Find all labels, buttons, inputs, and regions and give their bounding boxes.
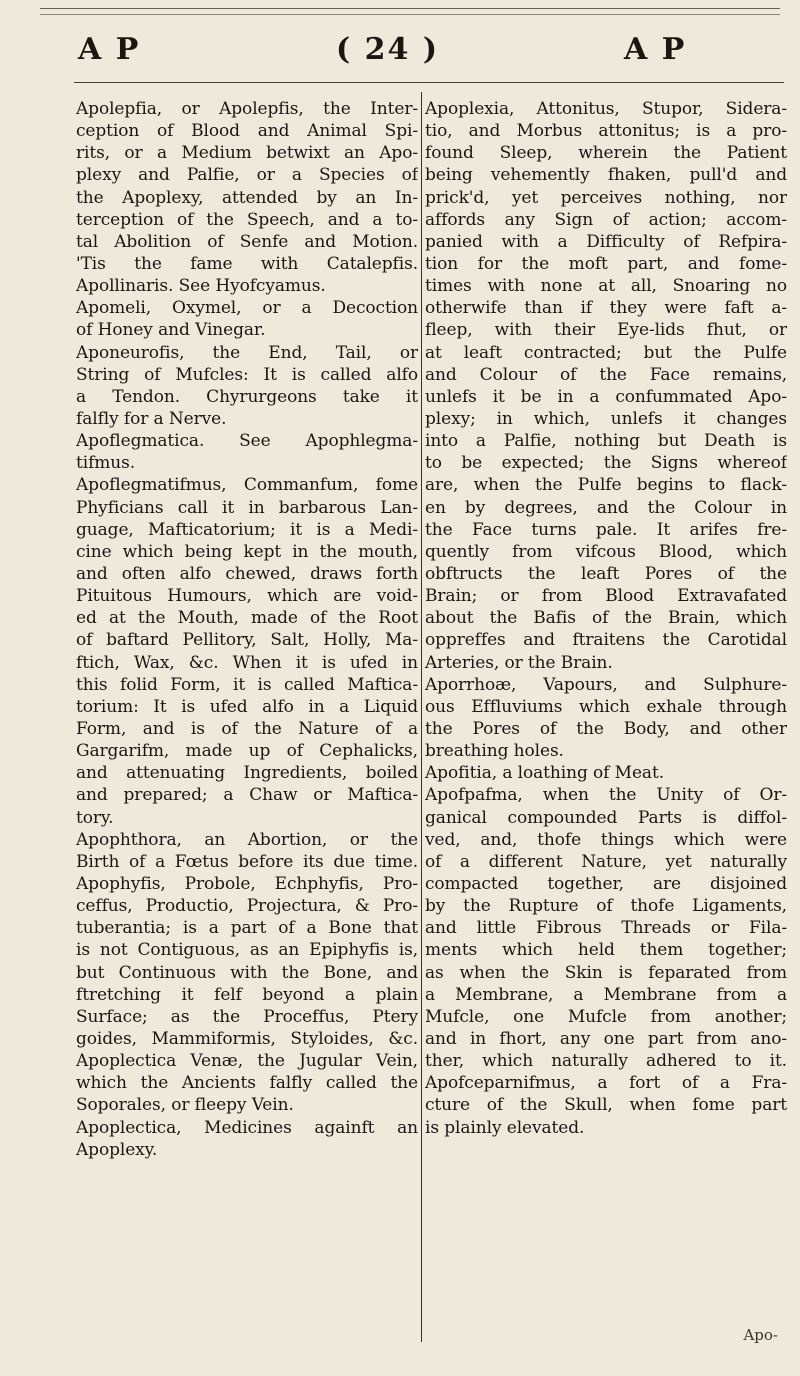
text-line: of baftard Pellitory, Salt, Holly, Ma- (76, 630, 418, 651)
text-line: ed at the Mouth, made of the Root (76, 608, 418, 629)
text-line: terception of the Speech, and a to- (76, 209, 418, 230)
text-line: being vehemently fhaken, pull'd and (425, 165, 787, 186)
text-line: 'Tis the fame with Catalepfis. (76, 253, 418, 274)
text-line: as when the Skin is feparated from (425, 962, 787, 983)
running-header (0, 32, 800, 80)
text-line: are, when the Pulfe begins to flack- (425, 475, 787, 496)
top-border-line (40, 8, 780, 15)
text-line: about the Bafis of the Brain, which (425, 608, 787, 629)
text-line: tio, and Morbus attonitus; is a pro- (425, 121, 787, 142)
text-line: times with none at all, Snoaring no (425, 276, 787, 297)
text-line: ception of Blood and Animal Spi- (76, 121, 418, 142)
text-line: the Apoplexy, attended by an In- (76, 187, 418, 208)
text-line: Apollinaris. See Hyofcyamus. (76, 276, 326, 297)
text-line: Gargarifm, made up of Cephalicks, (76, 741, 418, 762)
text-line: unlefs it be in a confummated Apo- (425, 386, 787, 407)
text-line: into a Palfie, nothing but Death is (425, 431, 787, 452)
text-line: and often alfo chewed, draws forth (76, 564, 418, 585)
text-line: ceffus, Productio, Projectura, & Pro- (76, 896, 418, 917)
text-line: panied with a Difficulty of Refpira- (425, 231, 787, 252)
text-line: Apoplectica Venæ, the Jugular Vein, (76, 1051, 418, 1072)
text-line: Apofpafma, when the Unity of Or- (425, 785, 787, 806)
text-line: quently from vifcous Blood, which (425, 541, 787, 562)
text-line: ganical compounded Parts is diffol- (425, 807, 787, 828)
text-line: Soporales, or fleepy Vein. (76, 1095, 294, 1116)
text-line: by the Rupture of thofe Ligaments, (425, 896, 787, 917)
text-line: String of Mufcles: It is called alfo (76, 364, 418, 385)
text-line: is plainly elevated. (425, 1117, 585, 1138)
header-rule (74, 82, 784, 83)
text-line: is not Contiguous, as an Epiphyfis is, (76, 940, 418, 961)
text-line: oppreffes and ftraitens the Carotidal (425, 630, 787, 651)
catchword: Apo- (743, 1326, 778, 1344)
text-line: Apomeli, Oxymel, or a Decoction (76, 298, 418, 319)
text-line: which the Ancients falfly called the (76, 1073, 418, 1094)
text-line: guage, Mafticatorium; it is a Medi- (76, 519, 418, 540)
text-line: Mufcle, one Mufcle from another; (425, 1006, 787, 1027)
text-line: Apophthora, an Abortion, or the (76, 829, 418, 850)
text-line: a Tendon. Chyrurgeons take it (76, 386, 418, 407)
text-line: ftretching it felf beyond a plain (76, 984, 418, 1005)
text-line: ments which held them together; (425, 940, 787, 961)
text-line: Surface; as the Proceffus, Ptery (76, 1006, 418, 1027)
text-line: Apoplexia, Attonitus, Stupor, Sidera- (425, 99, 787, 119)
text-line: Apofitia, a loathing of Meat. (425, 763, 665, 784)
text-line: falfly for a Nerve. (76, 409, 227, 429)
text-line: Phyficians call it in barbarous Lan- (76, 497, 418, 518)
text-line: obftructs the leaft Pores of the (425, 563, 787, 584)
text-line: torium: It is ufed alfo in a Liquid (76, 696, 418, 717)
text-line: Apoflegmatica. See Apophlegma- (76, 431, 418, 452)
header-right-word: A P (624, 32, 687, 67)
text-line: Apophyfis, Probole, Echphyfis, Pro- (76, 874, 418, 894)
text-line: this folid Form, it is called Maftica- (76, 674, 418, 695)
text-line: Apofceparnifmus, a fort of a Fra- (425, 1073, 787, 1094)
text-line: the Pores of the Body, and other (425, 718, 787, 739)
text-line: and Colour of the Face remains, (425, 364, 787, 385)
page-number: ( 24 ) (336, 32, 440, 67)
text-line: tory. (76, 807, 114, 828)
text-line: affords any Sign of action; accom- (425, 209, 787, 230)
text-line: found Sleep, wherein the Patient (425, 143, 787, 164)
text-line: tion for the moft part, and fome- (425, 253, 787, 274)
left-column (76, 98, 418, 1161)
text-line: compacted together, are disjoined (425, 873, 787, 894)
text-line: ous Effluviums which exhale through (425, 696, 787, 717)
text-line: Apoflegmatifmus, Commanfum, fome (76, 475, 418, 496)
text-line: cine which being kept in the mouth, (76, 541, 418, 562)
text-line: Aporrhoæ, Vapours, and Sulphure- (425, 674, 787, 695)
text-line: of a different Nature, yet naturally (425, 851, 787, 872)
text-line: at leaft contracted; but the Pulfe (425, 342, 787, 363)
text-line: cture of the Skull, when fome part (425, 1095, 787, 1116)
text-line: of Honey and Vinegar. (76, 320, 266, 341)
text-line: to be expected; the Signs whereof (425, 453, 787, 474)
text-line: plexy; in which, unlefs it changes (425, 408, 787, 429)
header-left-word: A P (78, 32, 141, 67)
text-line: ther, which naturally adhered to it. (425, 1051, 787, 1072)
text-line: Form, and is of the Nature of a (76, 719, 418, 739)
text-line: Apolepfia, or Apolepfis, the Inter- (76, 99, 418, 119)
text-line: en by degrees, and the Colour in (425, 497, 787, 518)
text-line: and prepared; a Chaw or Maftica- (76, 785, 418, 806)
text-line: but Continuous with the Bone, and (76, 962, 418, 983)
text-line: otherwife than if they were faft a- (425, 298, 787, 319)
text-line: Arteries, or the Brain. (425, 652, 613, 673)
text-line: plexy and Palfie, or a Species of (76, 165, 418, 186)
text-line: fleep, with their Eye-lids fhut, or (425, 320, 787, 341)
text-line: and attenuating Ingredients, boiled (76, 763, 418, 784)
text-line: tal Abolition of Senfe and Motion. (76, 231, 418, 252)
text-line: breathing holes. (425, 741, 564, 762)
text-line: ved, and, thofe things which were (425, 829, 787, 850)
text-line: a Membrane, a Membrane from a (425, 984, 787, 1005)
column-divider (421, 92, 422, 1342)
text-line: Apoplectica, Medicines againft an (76, 1117, 418, 1138)
text-line: tifmus. (76, 453, 136, 474)
text-line: goides, Mammiformis, Styloides, &c. (76, 1028, 418, 1049)
text-line: Aponeurofis, the End, Tail, or (76, 342, 418, 363)
text-line: Apoplexy. (76, 1139, 158, 1160)
text-line: and in fhort, any one part from ano- (425, 1028, 787, 1049)
text-line: rits, or a Medium betwixt an Apo- (76, 143, 418, 164)
text-line: Brain; or from Blood Extravafated (425, 586, 787, 607)
text-line: prick'd, yet perceives nothing, nor (425, 187, 787, 208)
right-column (425, 98, 787, 1139)
text-line: the Face turns pale. It arifes fre- (425, 519, 787, 540)
text-line: ftich, Wax, &c. When it is ufed in (76, 652, 418, 673)
text-line: and little Fibrous Threads or Fila- (425, 918, 787, 939)
text-line: Pituitous Humours, which are void- (76, 586, 418, 607)
text-line: Birth of a Fœtus before its due time. (76, 851, 418, 872)
text-line: tuberantia; is a part of a Bone that (76, 918, 418, 939)
